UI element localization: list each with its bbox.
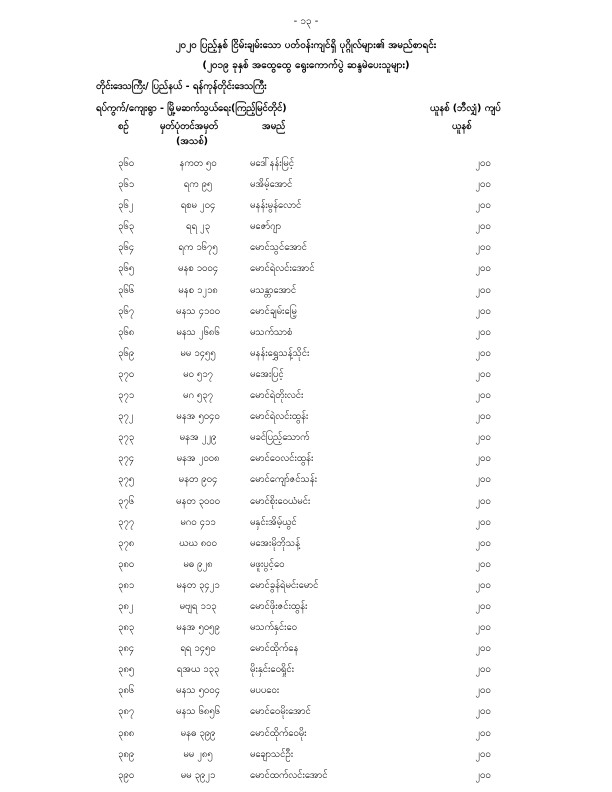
- unit-value: ၂၀၀: [475, 453, 491, 465]
- row-number: ၃၈၉: [118, 748, 135, 760]
- license-number: မနစ ၁၀၀၄: [177, 263, 219, 275]
- unit-value: ၂၀၀: [475, 622, 491, 634]
- license-number: ရရ ၁၄၅၀: [180, 643, 216, 655]
- column-header-name: အမည်: [262, 121, 286, 132]
- person-name: မသက်သာစံ: [250, 326, 293, 338]
- unit-value: ၂၀၀: [475, 495, 491, 507]
- row-number: ၃၈၅: [118, 664, 135, 676]
- row-number: ၃၇၃: [118, 432, 135, 444]
- row-number: ၃၉၀: [118, 769, 135, 781]
- table-row: [0, 727, 612, 748]
- table-row: [0, 452, 612, 473]
- person-name: မောင်ထက်လင်းအောင်: [250, 769, 328, 781]
- table-row: [0, 305, 612, 326]
- unit-value: ၂၀၀: [475, 474, 491, 486]
- table-row: [0, 516, 612, 537]
- row-number: ၃၆၆: [118, 284, 135, 296]
- table-row: [0, 220, 612, 241]
- person-name: မောင်သွင်အောင်: [250, 242, 307, 254]
- table-row: [0, 748, 612, 769]
- column-header-unit: ယူနစ်: [452, 121, 472, 132]
- unit-value: ၂၀၀: [475, 727, 491, 739]
- table-row: [0, 157, 612, 178]
- license-number: ရက ၉၅: [183, 179, 213, 191]
- unit-value: ၂၀၀: [475, 284, 491, 296]
- region-line: တိုင်းဒေသကြီး/ ပြည်နယ် - ရန်ကုန်တိုင်းဒေသကြီး: [96, 81, 267, 92]
- person-name: မောင်ထိုက်နေ: [250, 643, 299, 655]
- license-number: မမ ၃၉၂၁: [180, 769, 216, 781]
- row-number: ၃၆၃: [118, 221, 135, 233]
- unit-value: ၂၀၀: [475, 706, 491, 718]
- table-row: [0, 368, 612, 389]
- person-name: မောင်ဝေလင်းထွန်း: [250, 453, 314, 465]
- table-row: [0, 621, 612, 642]
- person-name: မဒေါ်နန်းမြင့်: [250, 158, 294, 169]
- column-headers: [0, 120, 612, 152]
- unit-value: ၂၀၀: [475, 432, 491, 444]
- row-number: ၃၇၄: [118, 453, 135, 465]
- unit-value: ၂၀၀: [475, 537, 491, 549]
- unit-value: ၂၀၀: [475, 368, 491, 380]
- license-number: မဝ ၅၁၇: [183, 368, 213, 380]
- person-name: မနှင်းအိမ့်ယွင်: [250, 516, 297, 528]
- table-row: [0, 284, 612, 305]
- person-name: မောင်ဖိုးဇင်းထွန်း: [250, 600, 308, 612]
- unit-value: ၂၀၀: [475, 242, 491, 254]
- row-number: ၃၈၇: [118, 706, 135, 718]
- person-name: မချောသင်ဦး: [250, 748, 294, 760]
- license-number: မဗျရ ၁၁၃: [179, 600, 217, 612]
- person-name: မောင်ဝေမိုးအောင်: [250, 706, 311, 718]
- license-number: မနအ ၅၀၄၀: [176, 411, 220, 423]
- table-row: [0, 199, 612, 220]
- license-number: မနတ ၉၀၄: [178, 474, 218, 486]
- person-name: မသန္တာအောင်: [250, 284, 297, 296]
- unit-value: ၂၀၀: [475, 263, 491, 275]
- row-number: ၃၈၈: [118, 727, 135, 739]
- license-number: မနဓ ၃၉၉: [180, 727, 216, 739]
- license-number: မဂ ၅၃၇: [183, 390, 213, 402]
- row-number: ၃၆၁: [118, 179, 135, 191]
- person-name: မောင်ထိုက်ဝေမိုး: [250, 727, 307, 739]
- unit-value: ၂၀၀: [475, 579, 491, 591]
- person-name: မအေးမိုဘိုသန့်: [250, 537, 301, 549]
- table-row: [0, 769, 612, 790]
- column-header-no: စဉ်: [118, 121, 129, 132]
- table-row: [0, 495, 612, 516]
- unit-value: ၂၀၀: [475, 748, 491, 760]
- license-number: မနသ ၄၁၀၀: [176, 305, 220, 317]
- unit-value: ၂၀၀: [475, 600, 491, 612]
- license-number: ရရ ၂၃: [186, 221, 210, 233]
- license-number: မနသ ၅၀၀၄: [176, 685, 220, 697]
- row-number: ၃၆၄: [118, 242, 135, 254]
- row-number: ၃၇၆: [118, 495, 135, 507]
- unit-value: ၂၀၀: [475, 326, 491, 338]
- unit-value: ၂၀၀: [475, 558, 491, 570]
- table-row: [0, 642, 612, 663]
- table-row: [0, 473, 612, 494]
- unit-value: ၂၀၀: [475, 769, 491, 781]
- record-list: [0, 157, 612, 790]
- license-number: မနသ ၆၈၅၆: [175, 706, 220, 718]
- license-number: မဓ ၉၂၈: [183, 558, 213, 570]
- license-number: ရက ၁၆၇၅: [178, 242, 218, 254]
- license-number: မနအ ၅၀၅၉: [176, 622, 220, 634]
- person-name: မိုးနှင်းဝေရှိုင်း: [250, 664, 295, 676]
- person-name: မောင်ကျော်ဇင်သန်း: [250, 474, 318, 486]
- page-number: - ၁၃ -: [293, 16, 319, 27]
- table-row: [0, 262, 612, 283]
- person-name: မခင်ပြည့်သောက်: [250, 432, 310, 444]
- table-row: [0, 178, 612, 199]
- table-row: [0, 600, 612, 621]
- ward-line: ရပ်ကွက်/ကျေးရွာ - မြို့မဆက်သွယ်ရေး(ကြည့်မြင်တိုင်): [96, 103, 287, 114]
- unit-value: ၂၀၀: [475, 347, 491, 359]
- person-name: မောင်ရဲလင်းအောင်: [250, 263, 315, 275]
- row-number: ၃၈၆: [118, 685, 135, 697]
- license-number: မဂဝ ၄၁၁: [180, 516, 216, 528]
- license-number: မမ ၂၈၅: [183, 748, 213, 760]
- unit-value: ၂၀၀: [475, 643, 491, 655]
- row-number: ၃၆၀: [118, 158, 135, 169]
- row-number: ၃၇၈: [118, 537, 135, 549]
- unit-value: ၂၀၀: [475, 516, 491, 528]
- table-row: [0, 431, 612, 452]
- license-number: မနအ ၂၀၀၈: [176, 453, 220, 465]
- person-name: မဇော်ဂျာ: [250, 221, 281, 233]
- table-row: [0, 410, 612, 431]
- license-number: မနအ ၂၂၉: [179, 432, 217, 444]
- unit-value: ၂၀၀: [475, 411, 491, 423]
- unit-value: ၂၀၀: [475, 158, 491, 169]
- table-row: [0, 684, 612, 705]
- license-number: ဃဃ ၈၀၀: [179, 537, 217, 549]
- table-row: [0, 326, 612, 347]
- unit-value: ၂၀၀: [475, 664, 491, 676]
- license-number: ရအယ ၁၃၃: [176, 664, 220, 676]
- row-number: ၃၆၉: [118, 347, 135, 359]
- row-number: ၃၆၇: [118, 305, 135, 317]
- column-header-license-sub: (အသစ်): [176, 136, 208, 147]
- row-number: ၃၆၂: [118, 200, 134, 212]
- unit-value: ၂၀၀: [475, 200, 491, 212]
- row-number: ၃၇၂: [118, 411, 134, 423]
- person-name: မောင်ခွန်ရဲမင်းမောင်: [250, 579, 319, 591]
- person-name: မနန်းမွန်လောင်: [250, 200, 302, 212]
- row-number: ၃၇၀: [118, 368, 135, 380]
- row-number: ၃၈၂: [118, 600, 134, 612]
- table-row: [0, 537, 612, 558]
- person-name: မောင်ချမ်းမြေ့: [250, 305, 297, 317]
- person-name: မအိမ့်အောင်: [250, 179, 293, 191]
- row-number: ၃၇၁: [118, 390, 135, 402]
- person-name: မအေးပြင့်: [250, 368, 284, 380]
- license-number: မနစ ၁၂၁၈: [178, 284, 218, 296]
- table-row: [0, 663, 612, 684]
- license-number: မမ ၁၄၅၅: [180, 347, 216, 359]
- person-name: မောင်စိုးဝေယံမင်း: [250, 495, 311, 507]
- unit-value: ၂၀၀: [475, 685, 491, 697]
- row-number: ၃၈၃: [118, 622, 135, 634]
- person-name: မနန်းရွှေသန့်သိုင်း: [250, 347, 310, 359]
- row-number: ၃၇၇: [118, 516, 135, 528]
- table-row: [0, 389, 612, 410]
- unit-value: ၂၀၀: [475, 390, 491, 402]
- unit-value: ၂၀၀: [475, 179, 491, 191]
- row-number: ၃၇၅: [118, 474, 135, 486]
- person-name: မသက်နှင်းဝေ: [250, 622, 297, 634]
- row-number: ၃၆၅: [118, 263, 135, 275]
- table-row: [0, 579, 612, 600]
- row-number: ၃၆၈: [118, 326, 135, 338]
- table-row: [0, 705, 612, 726]
- row-number: ၃၈၄: [118, 643, 135, 655]
- person-name: မောင်ရဲတိုးလင်း: [250, 390, 304, 402]
- unit-value: ၂၀၀: [475, 305, 491, 317]
- license-number: နကတ ၅၀: [179, 158, 217, 169]
- table-row: [0, 241, 612, 262]
- person-name: မဖူးပွင့်ဝေ: [250, 558, 285, 570]
- license-number: မနသ ၂၆၈၆: [176, 326, 220, 338]
- row-number: ၃၈၁: [118, 579, 135, 591]
- unit-header: ယူနစ် (ဘီလျှံ) ကျပ်: [430, 103, 501, 114]
- license-number: ရစမ ၂၀၄: [180, 200, 216, 212]
- document-subtitle: (၂၀၁၉ ခုနှစ် အထွေထွေ ရွေးကောက်ပွဲ ဆန္ဒမဲပေးသူများ): [202, 60, 410, 71]
- unit-value: ၂၀၀: [475, 221, 491, 233]
- row-number: ၃၈၀: [118, 558, 135, 570]
- person-name: မပပဝေး: [250, 685, 280, 697]
- person-name: မောင်ရဲလင်းထွန်း: [250, 411, 309, 423]
- table-row: [0, 558, 612, 579]
- column-header-license: မှတ်ပုံတင်အမှတ်: [160, 121, 219, 132]
- document-title: ၂၀၂၀ ပြည့်နှစ် ငြိမ်းချမ်းသော ပတ်ဝန်းကျင်ရှိ ပုဂ္ဂိုလ်များ၏ အမည်စာရင်း: [175, 40, 437, 51]
- table-row: [0, 347, 612, 368]
- license-number: မနတ ၃၄၂၁: [176, 579, 220, 591]
- license-number: မနတ ၃၀၀၀: [176, 495, 220, 507]
